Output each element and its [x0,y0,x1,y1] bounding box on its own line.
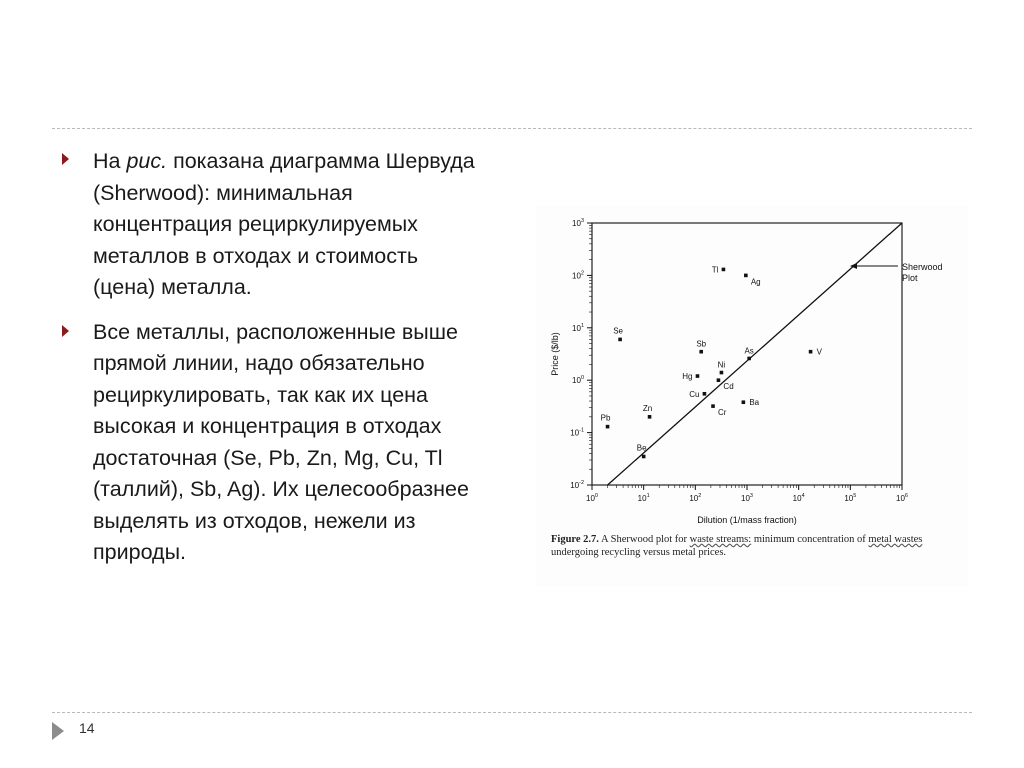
data-point-hg [696,374,700,378]
triangle-bullet-icon [62,153,69,165]
bullet-1-prefix: На [93,149,127,173]
sherwood-annotation [850,262,943,283]
caption-figure-number: Figure 2.7. [551,534,599,545]
point-label-zn: Zn [642,403,653,413]
bullet-list [62,146,482,582]
caption-text-3: undergoing recycling versus metal prices. [551,547,727,558]
data-point-tl [722,268,726,272]
bullet-1-text: показана диаграмма Шервуда (Sherwood): минимальная концентрация рециркулируемых металлов в отходах и стоимость (цена) металла. [93,149,475,299]
point-label-hg: Hg [682,372,693,382]
caption-text-1: A Sherwood plot for [598,534,690,545]
y-tick-label: $10^0$ [572,375,584,386]
annotation-line-2: Plot [902,273,918,283]
data-point-cd [717,378,721,382]
y-tick-label: $10^3$ [572,218,584,228]
triangle-bullet-icon [62,325,69,337]
sherwood-line [608,223,902,485]
point-label-cu: Cu [689,389,700,399]
data-point-v [809,350,813,354]
data-point-ag [744,274,748,278]
point-label-tl: Tl [711,265,719,275]
data-point-be [642,455,646,459]
bullet-item-2 [62,317,482,569]
x-tick-label: $10^4$ [792,493,805,503]
sherwood-figure [536,205,968,587]
x-tick-label: $10^3$ [741,493,753,503]
point-label-ba: Ba [749,398,760,408]
data-point-zn [648,415,652,419]
data-point-cu [703,392,707,396]
x-axis-label: Dilution (1/mass fraction) [697,515,797,525]
point-label-ni: Ni [717,360,726,370]
x-tick-label: $10^1$ [637,493,650,503]
top-divider [52,128,972,129]
point-label-as: As [744,346,754,356]
point-label-se: Se [613,326,624,336]
data-point-pb [606,425,610,429]
sherwood-chart [536,205,968,535]
annotation-line-1: Sherwood [902,262,943,272]
caption-underlined-1: waste streams: [689,534,752,545]
x-tick-label: $10^5$ [844,493,857,503]
caption-text-2: minimum concentration of [751,534,869,545]
data-point-as [747,357,751,361]
bullet-2-text: Все металлы, расположенные выше прямой линии, надо обязательно рециркулировать, так как их цена высокая и концентрация в отходах достаточная (Se, Pb, Zn, Mg, Cu, Tl (таллий), Sb, Ag). Их целесообразнее выделять из отходов, нежели из природы. [93,319,469,564]
point-label-ag: Ag [750,277,761,287]
y-tick-label: $10^{-2}$ [570,480,584,490]
footer-arrow-icon [52,722,64,740]
data-point-se [618,338,622,342]
data-point-sb [699,350,703,354]
point-label-be: Be [636,443,647,453]
point-label-cd: Cd [723,382,734,392]
data-points [601,265,823,458]
page-number: 14 [79,720,95,736]
data-point-ni [720,371,724,375]
point-label-sb: Sb [696,339,707,349]
point-label-pb: Pb [600,413,611,423]
y-tick-label: $10^1$ [572,322,584,333]
point-label-v: V [816,347,822,357]
bullet-item-1 [62,146,482,304]
x-tick-label: $10^2$ [689,493,702,503]
data-point-cr [711,404,715,408]
caption-underlined-2: metal wastes [868,534,923,545]
figure-caption [551,533,966,559]
data-point-ba [742,400,746,404]
y-axis-label: Price ($/lb) [550,332,560,376]
bullet-1-italic: рис. [126,149,168,173]
y-tick-label: $10^{-1}$ [570,427,584,438]
x-tick-label: $10^6$ [896,493,908,503]
x-tick-label: $10^0$ [586,493,598,503]
y-axis-ticks [570,218,592,490]
y-tick-label: $10^2$ [572,270,584,281]
x-axis-ticks [586,485,908,503]
bottom-divider [52,712,972,713]
point-label-cr: Cr [718,408,727,418]
